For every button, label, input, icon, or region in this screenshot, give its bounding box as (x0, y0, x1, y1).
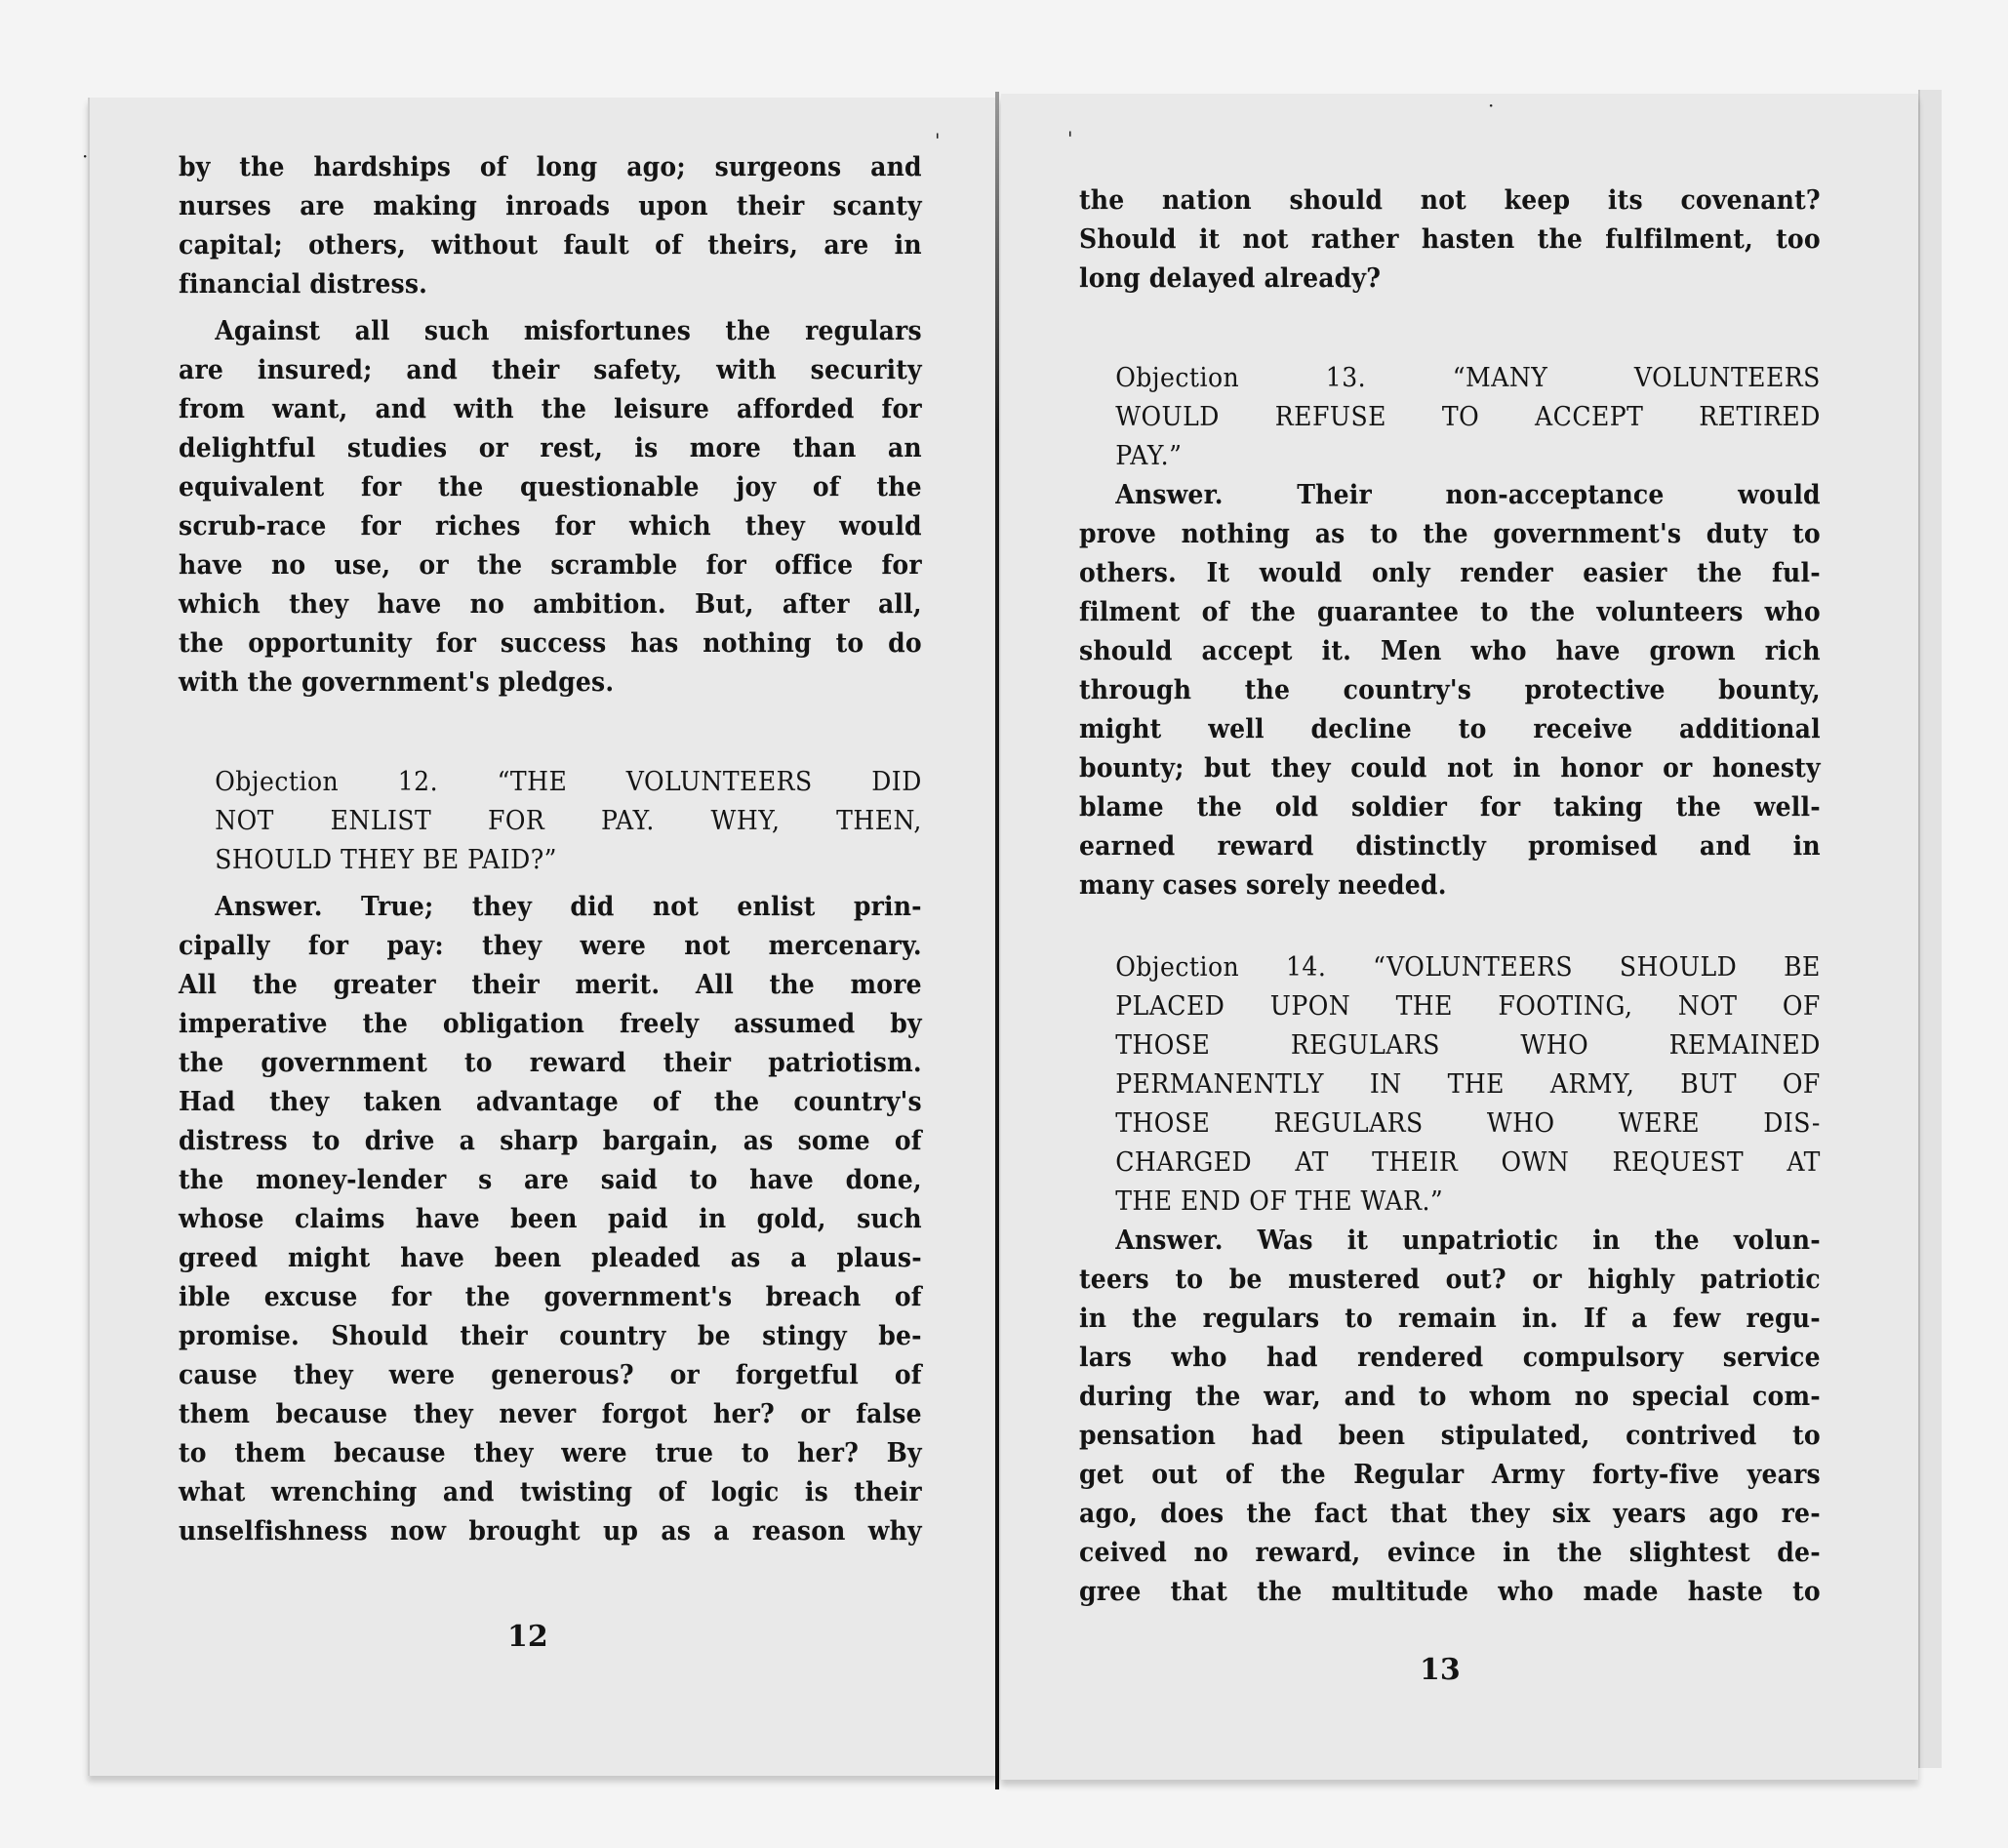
text-line: the money-lender s are said to have done, (179, 1165, 922, 1195)
paragraph-continuation (1079, 181, 1821, 299)
text-line: delightful studies or rest, is more than an (179, 433, 922, 463)
text-line: to them because they were true to her? By (179, 1438, 922, 1468)
text-line: All the greater their merit. All the more (179, 970, 922, 1000)
scan-speck: · (82, 144, 89, 168)
text-line: equivalent for the questionable joy of the (179, 472, 922, 502)
text-line: PERMANENTLY IN THE ARMY, BUT OF (1115, 1069, 1821, 1100)
book-spine (995, 92, 999, 1789)
text-line: ible excuse for the government's breach of (179, 1282, 922, 1312)
text-line: teers to be mustered out? or highly patriotic (1079, 1265, 1821, 1295)
text-line: earned reward distinctly promised and in (1079, 831, 1821, 862)
text-fragment: Was it unpatriotic in the volun- (1257, 1225, 1821, 1256)
text-line: nurses are making inroads upon their scanty (179, 191, 922, 221)
text-line: during the war, and to whom no special com- (1079, 1382, 1821, 1412)
text-line: get out of the Regular Army forty-five years (1079, 1460, 1821, 1490)
scan-speck: ' (935, 129, 941, 152)
text-line: others. It would only render easier the ful- (1079, 558, 1821, 588)
text-line: CHARGED AT THEIR OWN REQUEST AT (1115, 1147, 1821, 1178)
text-line: Should it not rather hasten the fulfilment, too (1079, 224, 1821, 255)
text-line: what wrenching and twisting of logic is their (179, 1477, 922, 1507)
text-line: might well decline to receive additional (1079, 714, 1821, 744)
text-line: Objection 14. “VOLUNTEERS SHOULD BE (1115, 952, 1821, 983)
text-line: in the regulars to remain in. If a few regu- (1079, 1304, 1821, 1334)
objection-13-answer (1079, 476, 1821, 905)
page-stack-edge (1918, 90, 1942, 1768)
right-page-text (1079, 181, 1821, 1612)
text-line: capital; others, without fault of theirs, are in (179, 230, 922, 261)
paragraph (179, 312, 922, 703)
text-line: from want, and with the leisure afforded for (179, 394, 922, 424)
text-line: scrub-race for riches for which they would (179, 511, 922, 542)
text-line: bounty; but they could not in honor or honesty (1079, 753, 1821, 783)
text-fragment: Their non-acceptance would (1297, 480, 1821, 510)
text-line: whose claims have been paid in gold, such (179, 1204, 922, 1234)
text-line: the nation should not keep its covenant? (1079, 185, 1821, 216)
text-line: should accept it. Men who have grown rich (1079, 636, 1821, 666)
text-line: greed might have been pleaded as a plaus- (179, 1243, 922, 1273)
objection-12-heading (179, 763, 922, 880)
text-line: distress to drive a sharp bargain, as some of (179, 1126, 922, 1156)
scan-speck: · (1488, 94, 1495, 117)
objection-12-answer (179, 888, 922, 1551)
text-line: THOSE REGULARS WHO REMAINED (1115, 1030, 1821, 1061)
answer-label: Answer. (1115, 1225, 1224, 1256)
text-line: the opportunity for success has nothing to do (179, 628, 922, 659)
page-number-right: 13 (1420, 1653, 1461, 1687)
text-line: cipally for pay: they were not mercenary. (179, 931, 922, 961)
text-line: PLACED UPON THE FOOTING, NOT OF (1115, 991, 1821, 1022)
text-line: them because they never forgot her? or false (179, 1399, 922, 1429)
answer-label: Answer. (215, 892, 323, 922)
text-line: unselfishness now brought up as a reason why (179, 1516, 922, 1547)
text-fragment: True; they did not enlist prin- (360, 892, 922, 922)
text-line: through the country's protective bounty, (1079, 675, 1821, 705)
text-line: by the hardships of long ago; surgeons and (179, 152, 922, 182)
answer-label: Answer. (1115, 480, 1224, 510)
text-line: blame the old soldier for taking the well- (1079, 792, 1821, 823)
text-line: filment of the guarantee to the volunteers who (1079, 597, 1821, 627)
text-line: Objection 12. “THE VOLUNTEERS DID (215, 767, 922, 797)
text-line: financial distress. (179, 269, 428, 300)
answer-first-line (179, 888, 922, 927)
text-line: THOSE REGULARS WHO WERE DIS- (1115, 1108, 1821, 1139)
text-line: gree that the multitude who made haste to (1079, 1577, 1821, 1607)
text-line: Objection 13. “MANY VOLUNTEERS (1115, 363, 1821, 393)
text-line: the government to reward their patriotism. (179, 1048, 922, 1078)
text-line: cause they were generous? or forgetful of (179, 1360, 922, 1390)
text-line: prove nothing as to the government's duty to (1079, 519, 1821, 549)
text-line: imperative the obligation freely assumed by (179, 1009, 922, 1039)
text-line: pensation had been stipulated, contrived to (1079, 1421, 1821, 1451)
text-line: which they have no ambition. But, after all, (179, 589, 922, 620)
text-line: THE END OF THE WAR.” (1115, 1186, 1444, 1217)
text-line: WOULD REFUSE TO ACCEPT RETIRED (1115, 402, 1821, 432)
text-line: PAY.” (1115, 441, 1183, 471)
left-page-text (179, 148, 922, 1551)
objection-13-heading (1079, 359, 1821, 476)
text-line: many cases sorely needed. (1079, 870, 1447, 901)
text-line: are insured; and their safety, with security (179, 355, 922, 385)
scan-speck: ' (1067, 127, 1073, 150)
page-number-left: 12 (507, 1620, 548, 1654)
objection-14-heading (1079, 948, 1821, 1222)
text-line: SHOULD THEY BE PAID?” (215, 845, 557, 875)
text-line: NOT ENLIST FOR PAY. WHY, THEN, (215, 806, 922, 836)
text-line: Had they taken advantage of the country's (179, 1087, 922, 1117)
answer-first-line (1079, 1222, 1821, 1261)
answer-first-line (1079, 476, 1821, 515)
text-line: ago, does the fact that they six years ago re- (1079, 1499, 1821, 1529)
objection-14-answer (1079, 1222, 1821, 1612)
paragraph-continuation (179, 148, 922, 304)
text-line: Against all such misfortunes the regulars (215, 316, 922, 346)
text-line: lars who had rendered compulsory service (1079, 1343, 1821, 1373)
text-line: ceived no reward, evince in the slightest de- (1079, 1538, 1821, 1568)
text-line: long delayed already? (1079, 263, 1382, 294)
text-line: with the government's pledges. (179, 667, 615, 698)
text-line: promise. Should their country be stingy be- (179, 1321, 922, 1351)
text-line: have no use, or the scramble for office for (179, 550, 922, 581)
